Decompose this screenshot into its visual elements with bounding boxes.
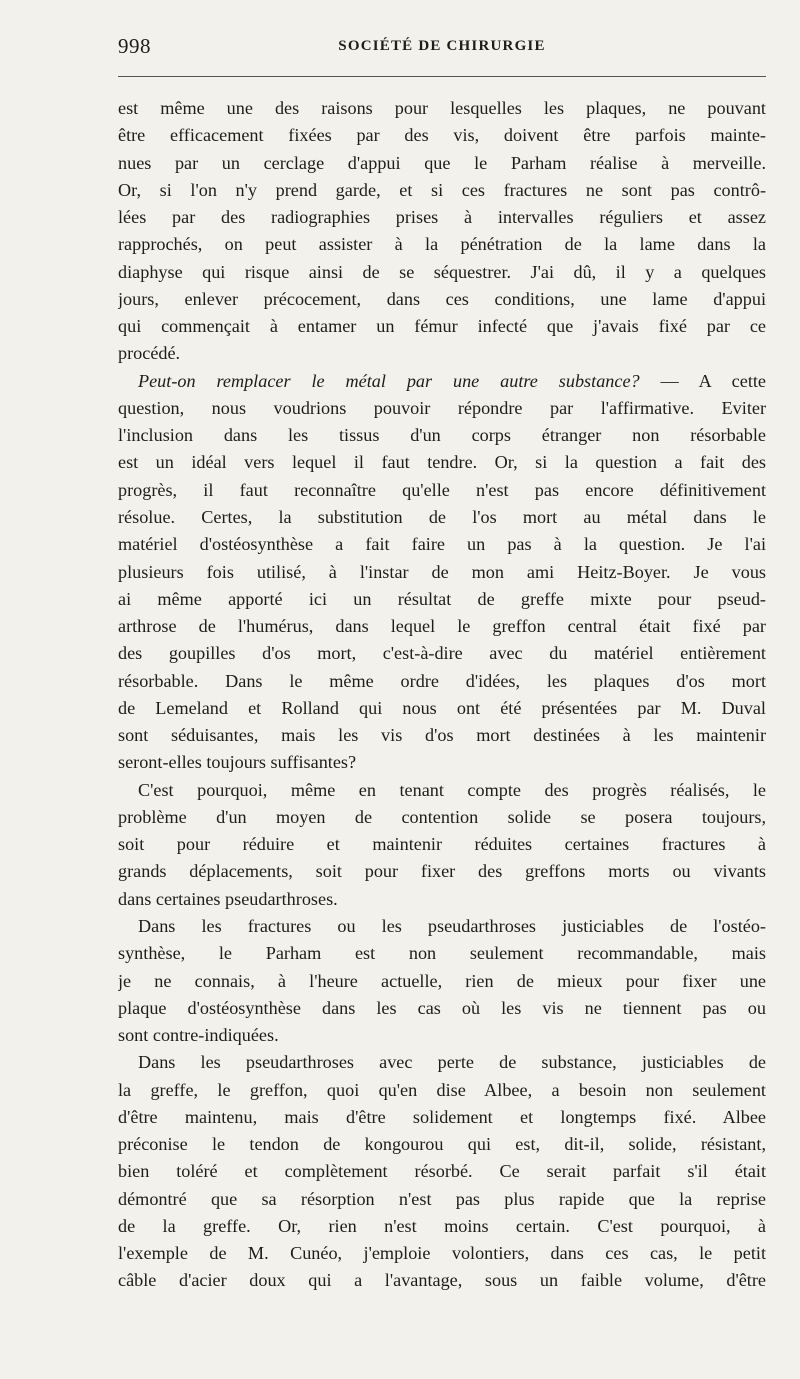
text-line: Dans les pseudarthroses avec perte de substance, justiciables de [138,1052,766,1073]
text-line: jours, enlever précocement, dans ces conditions, une lame d'appui [118,288,766,309]
text-line: question, nous voudrions pouvoir répondre par l'affirmative. Eviter [118,397,766,418]
text-line: ai même apporté ici un résultat de greffe mixte pour pseud- [118,588,766,609]
text-line: matériel d'ostéosynthèse a fait faire un pas à la question. Je l'ai [118,534,766,555]
text-line: C'est pourquoi, même en tenant compte des progrès réalisés, le [138,779,766,800]
text-line: est même une des raisons pour lesquelles les plaques, ne pouvant [118,98,766,118]
text-line: soit pour réduire et maintenir réduites certaines fractures à [118,834,766,855]
text-line: problème d'un moyen de contention solide se posera toujours, [118,806,766,827]
text-line: progrès, il faut reconnaître qu'elle n'est pas encore définitivement [118,479,766,500]
text-line: synthèse, le Parham est non seulement recommandable, mais [118,943,766,964]
text-line: qui commençait à entamer un fémur infecté que j'avais fixé par ce [118,316,766,337]
text-line: résolue. Certes, la substitution de l'os mort au métal dans le [118,506,766,527]
text-line: préconise le tendon de kongourou qui est, dit-il, solide, résistant, [118,1134,766,1155]
text-line: de la greffe. Or, rien n'est moins certain. C'est pourquoi, à [118,1215,766,1236]
text-line-italic-lead [118,368,766,395]
body-text [118,95,766,1295]
text-line: dans certaines pseudarthroses. [118,888,338,909]
text-line: est un idéal vers lequel il faut tendre. Or, si la question a fait des [118,452,766,473]
text-line: Dans les fractures ou les pseudarthroses justiciables de l'ostéo- [138,915,766,936]
running-title: SOCIÉTÉ DE CHIRURGIE [338,38,546,54]
text-line: Or, si l'on n'y prend garde, et si ces fractures ne sont pas contrô- [118,179,766,200]
text-line: câble d'acier doux qui a l'avantage, sous un faible volume, d'être [118,1270,766,1291]
text-line: je ne connais, à l'heure actuelle, rien de mieux pour fixer une [118,970,766,991]
text-line: nues par un cerclage d'appui que le Parham réalise à merveille. [118,152,766,173]
text-line: de Lemeland et Rolland qui nous ont été présentées par M. Duval [118,697,766,718]
text-line: rapprochés, on peut assister à la pénétration de la lame dans la [118,234,766,255]
text-line: arthrose de l'humérus, dans lequel le greffon central était fixé par [118,616,766,637]
italic-question: Peut-on remplacer le métal par une autre substance? [138,370,640,391]
text-line: procédé. [118,343,181,364]
text-line: diaphyse qui risque ainsi de se séquestrer. J'ai dû, il y a quelques [118,261,766,282]
text-line: plusieurs fois utilisé, à l'instar de mon ami Heitz-Boyer. Je vous [118,561,766,582]
running-head [118,34,766,64]
text-line: lées par des radiographies prises à intervalles réguliers et assez [118,207,766,228]
text-line: grands déplacements, soit pour fixer des greffons morts ou vivants [118,861,766,882]
text-line: démontré que sa résorption n'est pas plus rapide que la reprise [118,1188,766,1209]
text-line-tail: — A cette [660,370,766,391]
text-line: sont séduisantes, mais les vis d'os mort destinées à les maintenir [118,725,766,746]
text-line: sont contre-indiquées. [118,1025,279,1046]
text-line: être efficacement fixées par des vis, doivent être parfois mainte- [118,125,766,146]
text-line: l'exemple de M. Cunéo, j'emploie volontiers, dans ces cas, le petit [118,1243,766,1264]
page-number: 998 [118,34,151,58]
text-line: la greffe, le greffon, quoi qu'en dise Albee, a besoin non seulement [118,1079,766,1100]
text-line: des goupilles d'os mort, c'est-à-dire avec du matériel entièrement [118,643,766,664]
header-rule [118,76,766,77]
text-line: l'inclusion dans les tissus d'un corps étranger non résorbable [118,425,766,446]
text-line: seront-elles toujours suffisantes? [118,752,357,773]
text-line: bien toléré et complètement résorbé. Ce serait parfait s'il était [118,1161,766,1182]
text-line: résorbable. Dans le même ordre d'idées, les plaques d'os mort [118,670,766,691]
text-line: plaque d'ostéosynthèse dans les cas où les vis ne tiennent pas ou [118,997,766,1018]
text-line: d'être maintenu, mais d'être solidement et longtemps fixé. Albee [118,1106,766,1127]
